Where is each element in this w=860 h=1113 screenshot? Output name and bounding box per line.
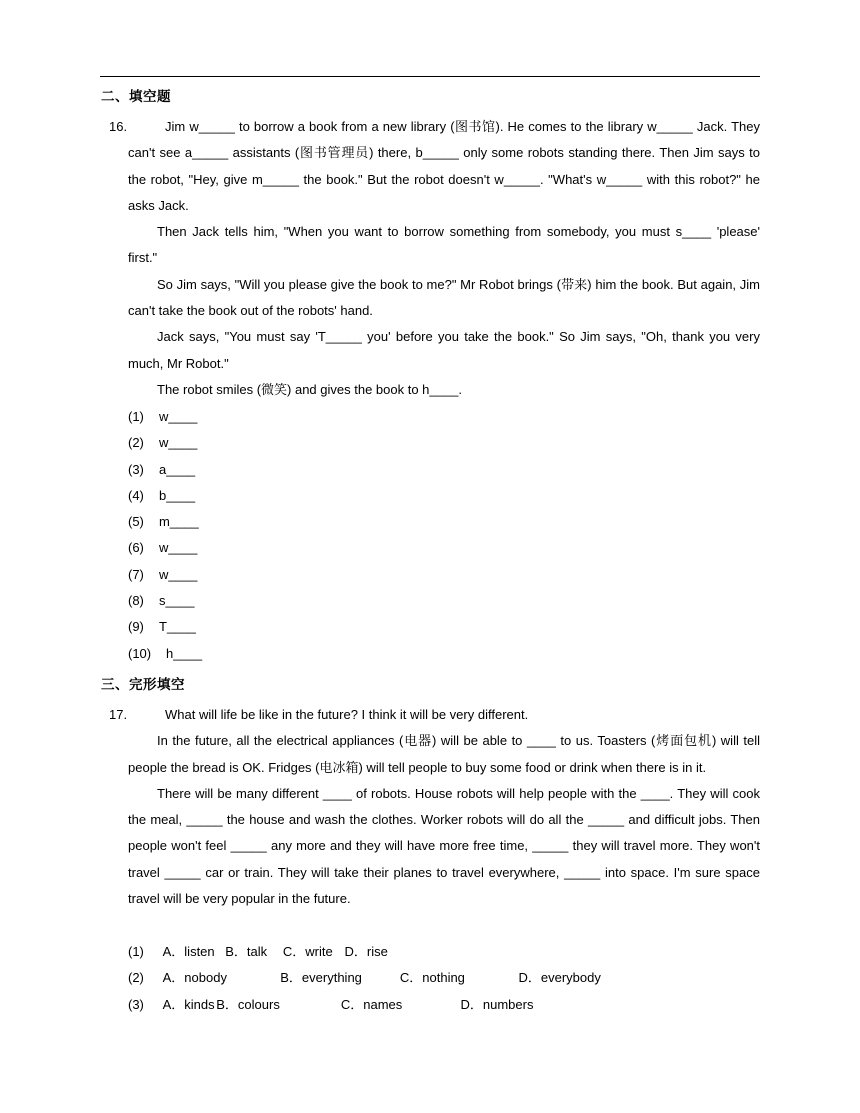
passage-16 [128,114,760,403]
passage-paragraph: Jim w_____ to borrow a book from a new library (图书馆). He comes to the library w_____ Jack. They can't see a_____ assistants (图书管理员) there, b_____ only some robots standing there. Then Jim says to the robot, "Hey, give m_____ the book." But the robot doesn't w_____. "What's w_____ with this robot?" he asks Jack. [128,119,760,213]
answer-item [128,483,202,509]
option-a: A．listen [162,944,215,959]
option-b: B．talk [225,944,268,959]
option-row [128,965,601,991]
option-row [128,939,601,965]
answer-item [128,404,202,430]
passage-paragraph: Then Jack tells him, "When you want to borrow something from somebody, you must s____ 'please' first." [128,224,760,266]
answer-number: (8) [128,593,144,609]
answer-item [128,535,202,561]
passage-paragraph: So Jim says, "Will you please give the book to me?" Mr Robot brings (带来) him the book. But again, Jim can't take the book out of the robots' hand. [128,276,760,319]
answer-number: (3) [128,461,144,477]
passage-paragraph: What will life be like in the future? I think it will be very different. [165,707,529,722]
option-c: C．write [282,944,333,959]
answer-blank: b____ [159,487,196,503]
answer-blank: a____ [159,461,196,477]
answer-item [128,588,202,614]
answer-list [128,404,202,667]
passage-paragraph: In the future, all the electrical appliances (电器) will be able to ____ to us. Toasters (烤面包机) will tell people the bread is OK. Fridges (电冰箱) will tell people to buy some food or drink when there is in it. [128,733,760,775]
passage-paragraph: Jack says, "You must say 'T_____ you' before you take the book." So Jim says, "Oh, thank you very much, Mr Robot." [128,329,760,371]
option-a: A．nobody [162,970,227,986]
answer-item [128,509,202,535]
answer-number: (10) [128,645,152,661]
option-b: B．colours [216,996,280,1012]
option-d: D．numbers [460,996,534,1012]
option-d: D．rise [344,944,388,959]
passage-paragraph: The robot smiles (微笑) and gives the book to h____. [157,381,462,397]
option-number: (3) [128,996,144,1012]
answer-blank: m____ [159,514,199,530]
question-number: 16. [109,119,128,134]
answer-number: (6) [128,540,144,556]
option-row [128,992,601,1018]
answer-item [128,562,202,588]
option-number: (2) [128,970,144,986]
option-c: C．nothing [399,970,465,986]
option-number: (1) [128,944,144,959]
option-d: D．everybody [518,970,601,986]
top-rule [100,76,760,77]
passage-17 [128,702,760,912]
answer-number: (9) [128,619,144,635]
option-list [128,939,601,1018]
passage-paragraph: There will be many different ____ of robots. House robots will help people with the ____. They will cook the meal, _____ the house and wash the clothes. Worker robots will do all the _____ and difficult jobs. Then people won't feel _____ any more and they will have more free time, _____ they will travel more. They won't travel _____ car or train. They will take their planes to travel everywhere, _____ into space. I'm sure space travel will be very popular in the future. [128,785,760,907]
answer-number: (5) [128,514,144,530]
answer-number: (4) [128,487,144,503]
answer-blank: T____ [159,619,196,635]
answer-number: (7) [128,566,144,582]
answer-blank: w____ [159,435,198,451]
option-a: A．kinds [162,996,215,1012]
answer-item [128,457,202,483]
answer-blank: w____ [159,409,198,424]
answer-item [128,641,202,667]
section-heading-cloze: 三、完形填空 [101,677,185,692]
question-number: 17. [109,707,128,722]
option-b: B．everything [280,970,362,986]
section-heading-fill-blank: 二、填空题 [101,89,171,104]
answer-blank: w____ [159,566,198,582]
answer-blank: s____ [159,593,195,609]
answer-item [128,614,202,640]
answer-number: (1) [128,409,144,424]
answer-blank: h____ [166,645,203,661]
answer-item [128,430,202,456]
option-c: C．names [340,996,403,1012]
answer-number: (2) [128,435,144,451]
answer-blank: w____ [159,540,198,556]
